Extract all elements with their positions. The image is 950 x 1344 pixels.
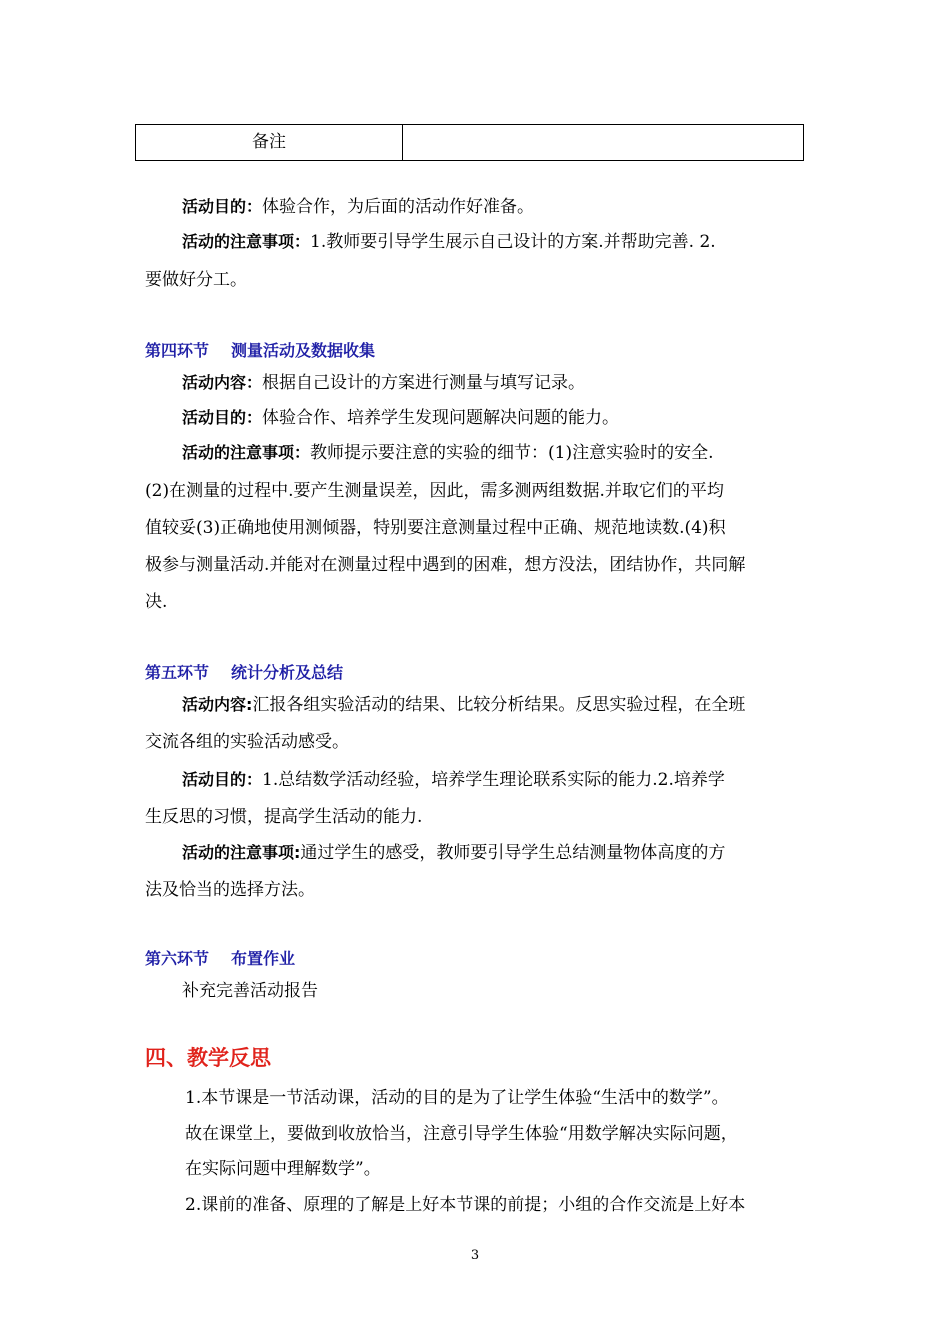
sec5-goal-line2: 生反思的习惯，提高学生活动的能力. [145, 807, 423, 827]
sec3-goal: 活动目的：体验合作，为后面的活动作好准备。 [182, 197, 535, 217]
sec4-notes-line3: 值较妥(3)正确地使用测倾器，特别要注意测量过程中正确、规范地读数.(4)积 [145, 518, 726, 538]
reflection-p1-line3: 在实际问题中理解数学”。 [185, 1159, 381, 1179]
sec4-goal: 活动目的：体验合作、培养学生发现问题解决问题的能力。 [182, 408, 620, 428]
sec4-notes: 活动的注意事项：教师提示要注意的实验的细节：(1)注意实验时的安全. [182, 443, 714, 463]
sec6-text: 补充完善活动报告 [182, 981, 318, 1001]
reflection-p1-line1: 1.本节课是一节活动课，活动的目的是为了让学生体验“生活中的数学”。 [185, 1088, 729, 1108]
sec5-goal: 活动目的：1.总结数学活动经验，培养学生理论联系实际的能力.2.培养学 [182, 770, 725, 790]
sec5-notes: 活动的注意事项:通过学生的感受，教师要引导学生总结测量物体高度的方 [182, 843, 726, 863]
sec4-notes-line4: 极参与测量活动.并能对在测量过程中遇到的困难，想方没法，团结协作，共同解 [145, 555, 746, 575]
sec4-content: 活动内容：根据自己设计的方案进行测量与填写记录。 [182, 373, 586, 393]
sec3-notes-cont: 要做好分工。 [145, 270, 247, 290]
sec5-heading: 第五环节 统计分析及总结 [145, 663, 344, 682]
remarks-value [403, 125, 804, 161]
sec6-heading: 第六环节 布置作业 [145, 949, 296, 968]
sec5-content: 活动内容:汇报各组实验活动的结果、比较分析结果。反思实验过程，在全班 [182, 695, 746, 715]
sec4-heading: 第四环节 测量活动及数据收集 [145, 341, 376, 360]
sec4-notes-line5: 决. [145, 592, 168, 612]
sec5-notes-line2: 法及恰当的选择方法。 [145, 880, 315, 900]
remarks-label: 备注 [136, 125, 403, 161]
sec3-notes: 活动的注意事项：1.教师要引导学生展示自己设计的方案.并帮助完善. 2. [182, 232, 716, 252]
sec5-content-line2: 交流各组的实验活动感受。 [145, 732, 349, 752]
page-number: 3 [470, 1248, 480, 1263]
reflection-p2-line1: 2.课前的准备、原理的了解是上好本节课的前提；小组的合作交流是上好本 [185, 1195, 746, 1215]
reflection-p1-line2: 故在课堂上，要做到收放恰当，注意引导学生体验“用数学解决实际问题， [185, 1124, 738, 1144]
reflection-title: 四、教学反思 [145, 1046, 271, 1070]
sec4-notes-line2: (2)在测量的过程中.要产生测量误差，因此，需多测两组数据.并取它们的平均 [145, 481, 724, 501]
remarks-table [135, 124, 804, 161]
